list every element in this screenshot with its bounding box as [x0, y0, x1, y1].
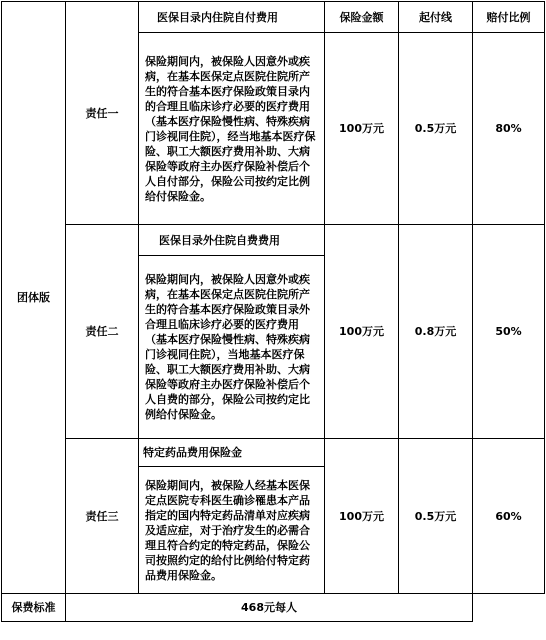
insurance-coverage-table [1, 1, 545, 622]
responsibility-2-description: 保险期间内，被保险人因意外或疾病，在基本医保定点医院住院所产生的符合基本医疗保险政策目录外合理且临床诊疗必要的医疗费用（基本医疗保险慢性病、特殊疾病门诊视同住院），当地基本医疗保险、职工大额医疗费用补助、大病保险等政府主办医疗保险补偿后个人自费的部分，保险公司按约定比例给付保险金。 [139, 256, 325, 439]
responsibility-3-name: 责任三 [66, 439, 139, 594]
responsibility-2-ratio: 50% [473, 225, 545, 439]
responsibility-1-deductible: 0.5万元 [399, 33, 473, 225]
group-label: 团体版 [2, 2, 66, 594]
responsibility-1-title: 医保目录内住院自付费用 [139, 2, 325, 33]
responsibility-3-deductible: 0.5万元 [399, 439, 473, 594]
premium-label: 保费标准 [2, 594, 66, 622]
responsibility-2-title: 医保目录外住院自费费用 [139, 225, 325, 256]
responsibility-2-name: 责任二 [66, 225, 139, 439]
header-coverage: 保险金额 [325, 2, 399, 33]
responsibility-1-coverage: 100万元 [325, 33, 399, 225]
responsibility-1-ratio: 80% [473, 33, 545, 225]
responsibility-3-description: 保险期间内，被保险人经基本医保定点医院专科医生确诊罹患本产品指定的国内特定药品清单对应疾病及适应症，对于治疗发生的必需合理且符合约定的特定药品，保险公司按照约定的给付比例给付特定药品费用保险金。 [139, 467, 325, 594]
responsibility-2-deductible: 0.8万元 [399, 225, 473, 439]
responsibility-2-coverage: 100万元 [325, 225, 399, 439]
header-ratio: 赔付比例 [473, 2, 545, 33]
responsibility-3-title: 特定药品费用保险金 [139, 439, 325, 467]
header-deductible: 起付线 [399, 2, 473, 33]
responsibility-1-description: 保险期间内，被保险人因意外或疾病，在基本医保定点医院住院所产生的符合基本医疗保险政策目录内的合理且临床诊疗必要的医疗费用（基本医疗保险慢性病、特殊疾病门诊视同住院），经当地基本医疗保险、职工大额医疗费用补助、大病保险等政府主办医疗保险补偿后个人自付部分，保险公司按约定比例给付保险金。 [139, 33, 325, 225]
premium-value: 468元每人 [66, 594, 473, 622]
responsibility-3-ratio: 60% [473, 439, 545, 594]
responsibility-1-name: 责任一 [66, 2, 139, 225]
responsibility-3-coverage: 100万元 [325, 439, 399, 594]
